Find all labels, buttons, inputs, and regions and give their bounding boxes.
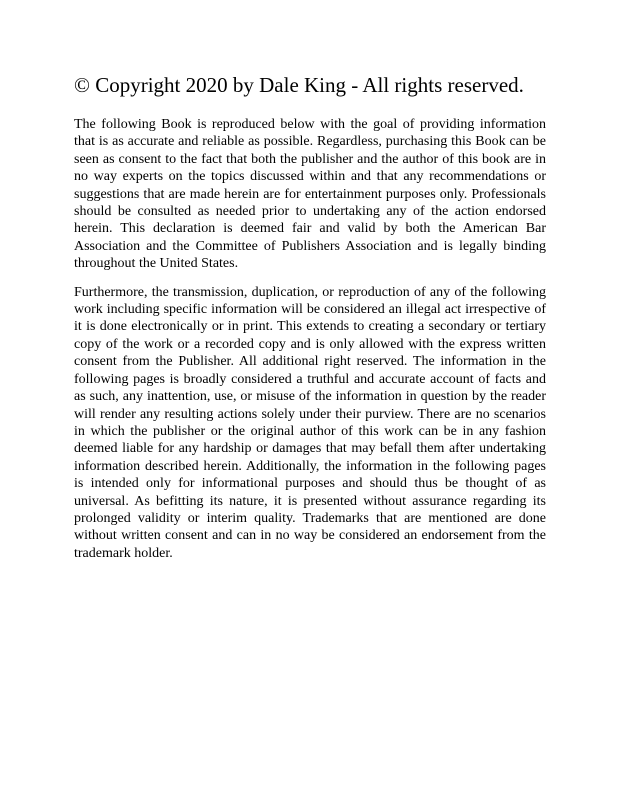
paragraph-reproduction-terms: Furthermore, the transmission, duplication, or reproduction of any of the following work including specific information will be considered an illegal act irrespective of it is done electronically or in print. This extends to creating a secondary or tertiary copy of the work or a recorded copy and is only allowed with the express written consent from the Publisher. All additional right reserved. The information in the following pages is broadly considered a truthful and accurate account of facts and as such, any inattention, use, or misuse of the information in question by the reader will render any resulting actions solely under their purview. There are no scenarios in which the publisher or the original author of this work can be in any fashion deemed liable for any hardship or damages that may befall them after undertaking information described herein. Additionally, the information in the following pages is intended only for informational purposes and should thus be thought of as universal. As befitting its nature, it is presented without assurance regarding its prolonged validity or interim quality. Trademarks that are mentioned are done without written consent and can in no way be considered an endorsement from the trademark holder. xyxy=(74,284,546,561)
paragraph-disclaimer: The following Book is reproduced below with the goal of providing information that is as accurate and reliable as possible. Regardless, purchasing this Book can be seen as consent to the fact that both the publisher and the author of this book are in no way experts on the topics discussed within and that any recommendations or suggestions that are made herein are for entertainment purposes only. Professionals should be consulted as needed prior to undertaking any of the action endorsed herein. This declaration is deemed fair and valid by both the American Bar Association and the Committee of Publishers Association and is legally binding throughout the United States. xyxy=(74,117,546,272)
document-body xyxy=(74,70,546,573)
copyright-title: © Copyright 2020 by Dale King - All rights reserved. xyxy=(74,73,524,97)
